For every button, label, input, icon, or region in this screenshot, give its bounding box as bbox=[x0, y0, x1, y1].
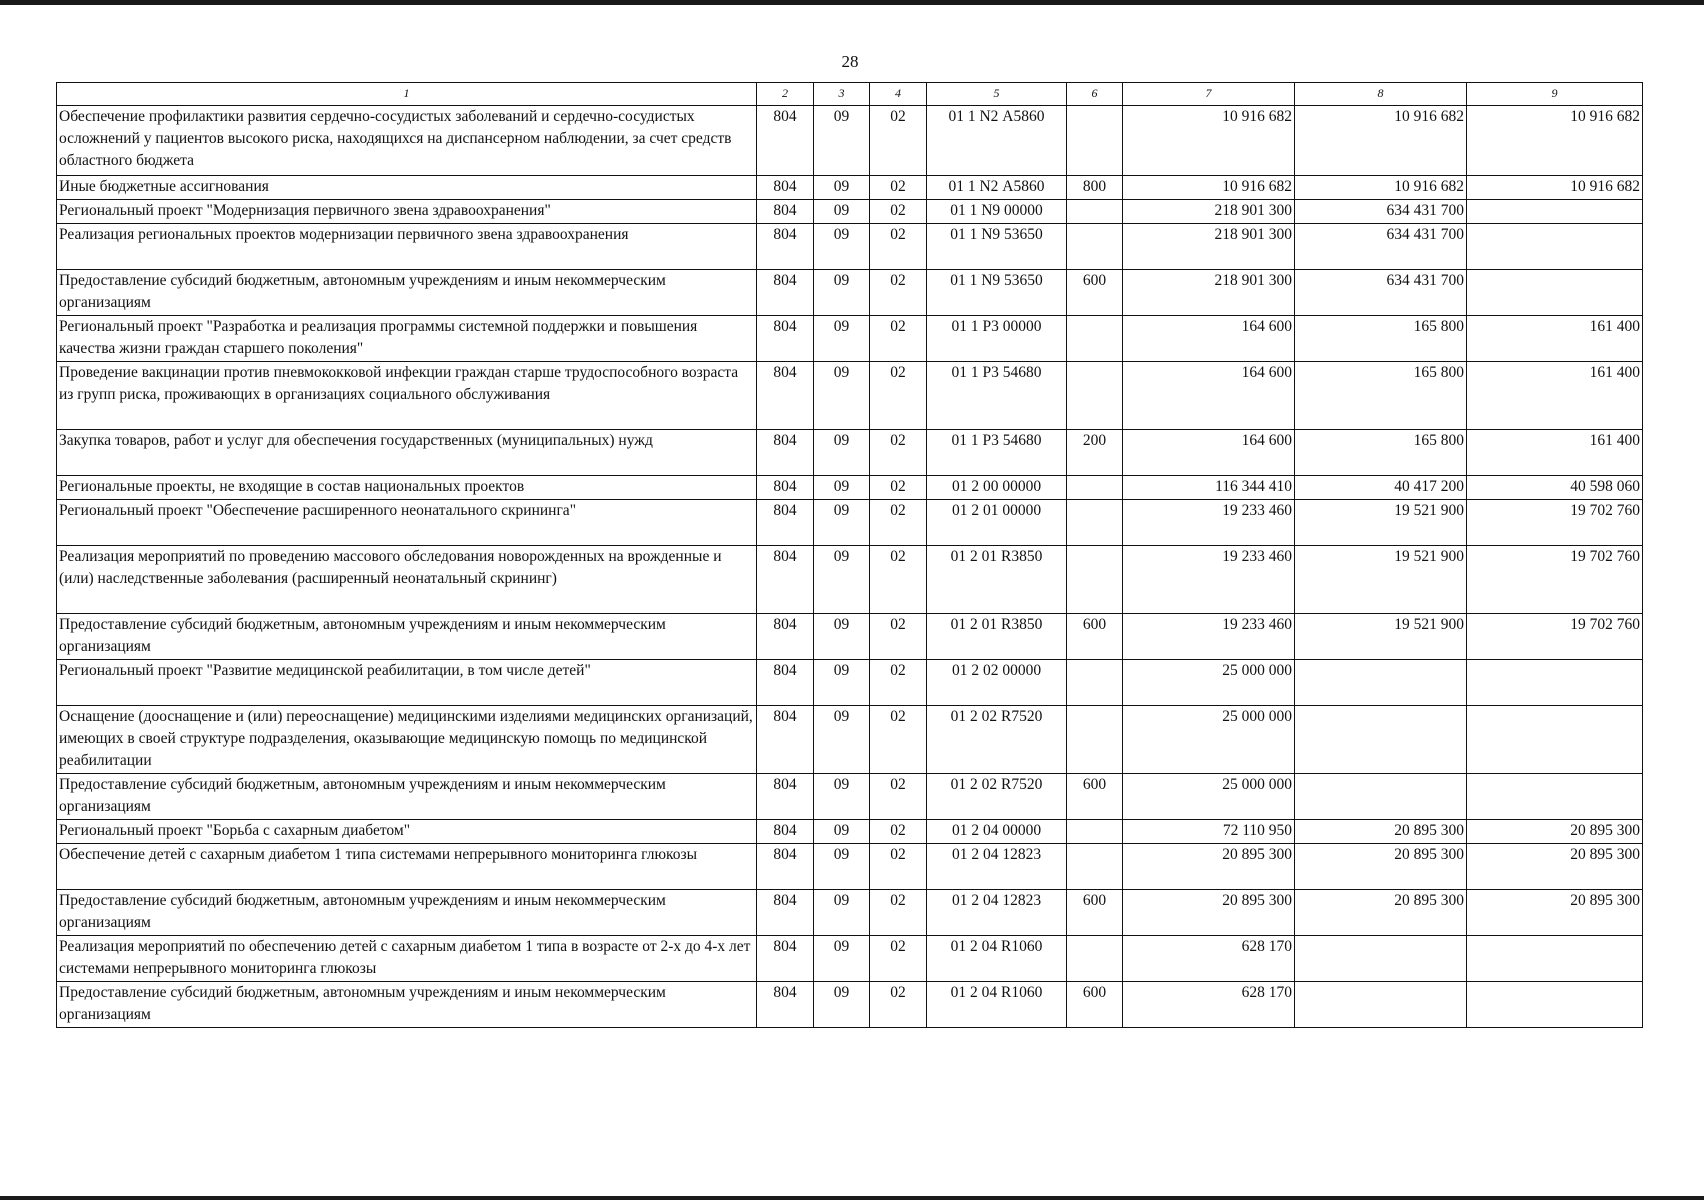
code-cell: 804 bbox=[757, 982, 814, 1028]
target-article-cell: 01 2 01 R3850 bbox=[927, 546, 1067, 614]
section-cell: 09 bbox=[814, 706, 870, 774]
column-header: 6 bbox=[1067, 83, 1123, 106]
section-cell: 09 bbox=[814, 316, 870, 362]
table-row bbox=[57, 362, 1643, 430]
subsection-cell: 02 bbox=[870, 500, 927, 546]
amount-cell-col9: 10 916 682 bbox=[1467, 176, 1643, 200]
amount-cell-col9: 20 895 300 bbox=[1467, 844, 1643, 890]
subsection-cell: 02 bbox=[870, 270, 927, 316]
target-article-cell: 01 1 N2 А5860 bbox=[927, 106, 1067, 176]
table-row bbox=[57, 844, 1643, 890]
amount-cell-col8: 20 895 300 bbox=[1295, 820, 1467, 844]
amount-cell-col9 bbox=[1467, 706, 1643, 774]
amount-cell-col8 bbox=[1295, 936, 1467, 982]
subsection-cell: 02 bbox=[870, 706, 927, 774]
column-header: 2 bbox=[757, 83, 814, 106]
amount-cell-col7: 25 000 000 bbox=[1123, 774, 1295, 820]
expense-type-cell bbox=[1067, 362, 1123, 430]
row-name-cell: Региональный проект "Развитие медицинской реабилитации, в том числе детей" bbox=[57, 660, 757, 706]
target-article-cell: 01 1 N9 00000 bbox=[927, 200, 1067, 224]
amount-cell-col7: 628 170 bbox=[1123, 982, 1295, 1028]
expense-type-cell: 800 bbox=[1067, 176, 1123, 200]
expense-type-cell bbox=[1067, 660, 1123, 706]
section-cell: 09 bbox=[814, 106, 870, 176]
section-cell: 09 bbox=[814, 362, 870, 430]
code-cell: 804 bbox=[757, 660, 814, 706]
amount-cell-col7: 218 901 300 bbox=[1123, 224, 1295, 270]
target-article-cell: 01 2 04 12823 bbox=[927, 844, 1067, 890]
subsection-cell: 02 bbox=[870, 614, 927, 660]
section-cell: 09 bbox=[814, 660, 870, 706]
code-cell: 804 bbox=[757, 706, 814, 774]
section-cell: 09 bbox=[814, 614, 870, 660]
row-name-cell: Предоставление субсидий бюджетным, автономным учреждениям и иным некоммерческим организациям bbox=[57, 614, 757, 660]
subsection-cell: 02 bbox=[870, 106, 927, 176]
table-row bbox=[57, 890, 1643, 936]
expense-type-cell bbox=[1067, 316, 1123, 362]
row-name-cell: Региональный проект "Модернизация первичного звена здравоохранения" bbox=[57, 200, 757, 224]
target-article-cell: 01 1 N2 А5860 bbox=[927, 176, 1067, 200]
amount-cell-col9: 19 702 760 bbox=[1467, 500, 1643, 546]
code-cell: 804 bbox=[757, 546, 814, 614]
amount-cell-col8: 634 431 700 bbox=[1295, 200, 1467, 224]
amount-cell-col7: 218 901 300 bbox=[1123, 200, 1295, 224]
amount-cell-col8: 19 521 900 bbox=[1295, 546, 1467, 614]
target-article-cell: 01 1 P3 54680 bbox=[927, 430, 1067, 476]
row-name-cell: Реализация региональных проектов модернизации первичного звена здравоохранения bbox=[57, 224, 757, 270]
amount-cell-col7: 116 344 410 bbox=[1123, 476, 1295, 500]
section-cell: 09 bbox=[814, 844, 870, 890]
table-row bbox=[57, 430, 1643, 476]
subsection-cell: 02 bbox=[870, 936, 927, 982]
expense-type-cell: 600 bbox=[1067, 270, 1123, 316]
column-header: 7 bbox=[1123, 83, 1295, 106]
table-row bbox=[57, 106, 1643, 176]
target-article-cell: 01 2 04 00000 bbox=[927, 820, 1067, 844]
amount-cell-col9 bbox=[1467, 982, 1643, 1028]
amount-cell-col8: 40 417 200 bbox=[1295, 476, 1467, 500]
row-name-cell: Обеспечение детей с сахарным диабетом 1 типа системами непрерывного мониторинга глюкозы bbox=[57, 844, 757, 890]
target-article-cell: 01 2 02 R7520 bbox=[927, 706, 1067, 774]
amount-cell-col7: 19 233 460 bbox=[1123, 546, 1295, 614]
row-name-cell: Реализация мероприятий по проведению массового обследования новорожденных на врожденные и (или) наследственные заболевания (расширенный неонатальный скрининг) bbox=[57, 546, 757, 614]
subsection-cell: 02 bbox=[870, 820, 927, 844]
amount-cell-col8 bbox=[1295, 706, 1467, 774]
row-name-cell: Обеспечение профилактики развития сердечно-сосудистых заболеваний и сердечно-сосудистых осложнений у пациентов высокого риска, находящихся на диспансерном наблюдении, за счет средств областного бюджета bbox=[57, 106, 757, 176]
subsection-cell: 02 bbox=[870, 890, 927, 936]
budget-table bbox=[56, 82, 1643, 1028]
scan-border-bottom bbox=[0, 1196, 1704, 1200]
amount-cell-col7: 10 916 682 bbox=[1123, 176, 1295, 200]
amount-cell-col7: 628 170 bbox=[1123, 936, 1295, 982]
code-cell: 804 bbox=[757, 316, 814, 362]
subsection-cell: 02 bbox=[870, 176, 927, 200]
subsection-cell: 02 bbox=[870, 660, 927, 706]
code-cell: 804 bbox=[757, 774, 814, 820]
subsection-cell: 02 bbox=[870, 362, 927, 430]
code-cell: 804 bbox=[757, 936, 814, 982]
section-cell: 09 bbox=[814, 176, 870, 200]
amount-cell-col9 bbox=[1467, 774, 1643, 820]
target-article-cell: 01 2 00 00000 bbox=[927, 476, 1067, 500]
row-name-cell: Иные бюджетные ассигнования bbox=[57, 176, 757, 200]
expense-type-cell bbox=[1067, 706, 1123, 774]
row-name-cell: Закупка товаров, работ и услуг для обеспечения государственных (муниципальных) нужд bbox=[57, 430, 757, 476]
column-header: 4 bbox=[870, 83, 927, 106]
table-row bbox=[57, 316, 1643, 362]
section-cell: 09 bbox=[814, 270, 870, 316]
column-header: 1 bbox=[57, 83, 757, 106]
amount-cell-col8: 165 800 bbox=[1295, 362, 1467, 430]
table-row bbox=[57, 200, 1643, 224]
row-name-cell: Предоставление субсидий бюджетным, автономным учреждениям и иным некоммерческим организациям bbox=[57, 890, 757, 936]
table-row bbox=[57, 820, 1643, 844]
row-name-cell: Оснащение (дооснащение и (или) переоснащение) медицинскими изделиями медицинских организаций, имеющих в своей структуре подразделения, оказывающие медицинскую помощь по медицинской реабилитации bbox=[57, 706, 757, 774]
target-article-cell: 01 2 01 R3850 bbox=[927, 614, 1067, 660]
expense-type-cell: 600 bbox=[1067, 614, 1123, 660]
amount-cell-col7: 72 110 950 bbox=[1123, 820, 1295, 844]
table-row bbox=[57, 982, 1643, 1028]
subsection-cell: 02 bbox=[870, 430, 927, 476]
code-cell: 804 bbox=[757, 270, 814, 316]
target-article-cell: 01 2 04 R1060 bbox=[927, 982, 1067, 1028]
code-cell: 804 bbox=[757, 614, 814, 660]
table-row bbox=[57, 774, 1643, 820]
row-name-cell: Предоставление субсидий бюджетным, автономным учреждениям и иным некоммерческим организациям bbox=[57, 982, 757, 1028]
table-row bbox=[57, 660, 1643, 706]
amount-cell-col7: 25 000 000 bbox=[1123, 660, 1295, 706]
page-number: 28 bbox=[841, 52, 859, 71]
row-name-cell: Региональный проект "Разработка и реализация программы системной поддержки и повышения качества жизни граждан старшего поколения" bbox=[57, 316, 757, 362]
row-name-cell: Реализация мероприятий по обеспечению детей с сахарным диабетом 1 типа в возрасте от 2-х до 4-х лет системами непрерывного мониторинга глюкозы bbox=[57, 936, 757, 982]
section-cell: 09 bbox=[814, 982, 870, 1028]
amount-cell-col7: 20 895 300 bbox=[1123, 890, 1295, 936]
amount-cell-col8: 19 521 900 bbox=[1295, 500, 1467, 546]
row-name-cell: Региональные проекты, не входящие в состав национальных проектов bbox=[57, 476, 757, 500]
amount-cell-col7: 25 000 000 bbox=[1123, 706, 1295, 774]
amount-cell-col8: 165 800 bbox=[1295, 316, 1467, 362]
section-cell: 09 bbox=[814, 774, 870, 820]
subsection-cell: 02 bbox=[870, 774, 927, 820]
amount-cell-col9: 20 895 300 bbox=[1467, 820, 1643, 844]
table-row bbox=[57, 546, 1643, 614]
subsection-cell: 02 bbox=[870, 224, 927, 270]
table-row bbox=[57, 500, 1643, 546]
amount-cell-col8: 20 895 300 bbox=[1295, 890, 1467, 936]
section-cell: 09 bbox=[814, 936, 870, 982]
target-article-cell: 01 2 02 00000 bbox=[927, 660, 1067, 706]
amount-cell-col8: 634 431 700 bbox=[1295, 224, 1467, 270]
amount-cell-col9: 161 400 bbox=[1467, 316, 1643, 362]
scan-border-top bbox=[0, 0, 1704, 5]
expense-type-cell bbox=[1067, 936, 1123, 982]
row-name-cell: Региональный проект "Борьба с сахарным диабетом" bbox=[57, 820, 757, 844]
expense-type-cell bbox=[1067, 476, 1123, 500]
target-article-cell: 01 2 01 00000 bbox=[927, 500, 1067, 546]
expense-type-cell: 600 bbox=[1067, 890, 1123, 936]
code-cell: 804 bbox=[757, 106, 814, 176]
amount-cell-col7: 164 600 bbox=[1123, 362, 1295, 430]
expense-type-cell bbox=[1067, 546, 1123, 614]
code-cell: 804 bbox=[757, 224, 814, 270]
section-cell: 09 bbox=[814, 430, 870, 476]
section-cell: 09 bbox=[814, 890, 870, 936]
amount-cell-col9: 19 702 760 bbox=[1467, 546, 1643, 614]
target-article-cell: 01 2 04 R1060 bbox=[927, 936, 1067, 982]
table-row bbox=[57, 224, 1643, 270]
amount-cell-col8 bbox=[1295, 774, 1467, 820]
amount-cell-col9 bbox=[1467, 224, 1643, 270]
expense-type-cell bbox=[1067, 500, 1123, 546]
expense-type-cell: 200 bbox=[1067, 430, 1123, 476]
column-header: 9 bbox=[1467, 83, 1643, 106]
row-name-cell: Предоставление субсидий бюджетным, автономным учреждениям и иным некоммерческим организациям bbox=[57, 270, 757, 316]
table-row bbox=[57, 476, 1643, 500]
section-cell: 09 bbox=[814, 200, 870, 224]
amount-cell-col9: 161 400 bbox=[1467, 430, 1643, 476]
subsection-cell: 02 bbox=[870, 982, 927, 1028]
expense-type-cell bbox=[1067, 224, 1123, 270]
code-cell: 804 bbox=[757, 820, 814, 844]
table-row bbox=[57, 270, 1643, 316]
target-article-cell: 01 2 04 12823 bbox=[927, 890, 1067, 936]
amount-cell-col9 bbox=[1467, 270, 1643, 316]
amount-cell-col9: 10 916 682 bbox=[1467, 106, 1643, 176]
row-name-cell: Региональный проект "Обеспечение расширенного неонатального скрининга" bbox=[57, 500, 757, 546]
table-row bbox=[57, 176, 1643, 200]
amount-cell-col8: 19 521 900 bbox=[1295, 614, 1467, 660]
section-cell: 09 bbox=[814, 500, 870, 546]
subsection-cell: 02 bbox=[870, 844, 927, 890]
amount-cell-col7: 19 233 460 bbox=[1123, 614, 1295, 660]
amount-cell-col9: 20 895 300 bbox=[1467, 890, 1643, 936]
expense-type-cell bbox=[1067, 200, 1123, 224]
table-row bbox=[57, 614, 1643, 660]
amount-cell-col8: 634 431 700 bbox=[1295, 270, 1467, 316]
section-cell: 09 bbox=[814, 476, 870, 500]
code-cell: 804 bbox=[757, 200, 814, 224]
amount-cell-col9 bbox=[1467, 200, 1643, 224]
amount-cell-col7: 10 916 682 bbox=[1123, 106, 1295, 176]
amount-cell-col8 bbox=[1295, 982, 1467, 1028]
column-number-row bbox=[57, 83, 1643, 106]
section-cell: 09 bbox=[814, 546, 870, 614]
amount-cell-col7: 19 233 460 bbox=[1123, 500, 1295, 546]
code-cell: 804 bbox=[757, 844, 814, 890]
section-cell: 09 bbox=[814, 224, 870, 270]
code-cell: 804 bbox=[757, 176, 814, 200]
column-header: 8 bbox=[1295, 83, 1467, 106]
row-name-cell: Проведение вакцинации против пневмококковой инфекции граждан старше трудоспособного возраста из групп риска, проживающих в организациях социального обслуживания bbox=[57, 362, 757, 430]
subsection-cell: 02 bbox=[870, 476, 927, 500]
amount-cell-col9: 40 598 060 bbox=[1467, 476, 1643, 500]
subsection-cell: 02 bbox=[870, 316, 927, 362]
target-article-cell: 01 1 N9 53650 bbox=[927, 270, 1067, 316]
section-cell: 09 bbox=[814, 820, 870, 844]
expense-type-cell: 600 bbox=[1067, 982, 1123, 1028]
amount-cell-col7: 164 600 bbox=[1123, 316, 1295, 362]
table-row bbox=[57, 706, 1643, 774]
expense-type-cell bbox=[1067, 844, 1123, 890]
amount-cell-col7: 164 600 bbox=[1123, 430, 1295, 476]
subsection-cell: 02 bbox=[870, 546, 927, 614]
amount-cell-col9 bbox=[1467, 660, 1643, 706]
amount-cell-col9: 19 702 760 bbox=[1467, 614, 1643, 660]
expense-type-cell: 600 bbox=[1067, 774, 1123, 820]
amount-cell-col7: 218 901 300 bbox=[1123, 270, 1295, 316]
amount-cell-col8: 165 800 bbox=[1295, 430, 1467, 476]
code-cell: 804 bbox=[757, 500, 814, 546]
table-body bbox=[57, 106, 1643, 1028]
subsection-cell: 02 bbox=[870, 200, 927, 224]
amount-cell-col9: 161 400 bbox=[1467, 362, 1643, 430]
column-header: 5 bbox=[927, 83, 1067, 106]
code-cell: 804 bbox=[757, 890, 814, 936]
code-cell: 804 bbox=[757, 362, 814, 430]
amount-cell-col8: 10 916 682 bbox=[1295, 176, 1467, 200]
target-article-cell: 01 2 02 R7520 bbox=[927, 774, 1067, 820]
expense-type-cell bbox=[1067, 106, 1123, 176]
column-header: 3 bbox=[814, 83, 870, 106]
target-article-cell: 01 1 P3 00000 bbox=[927, 316, 1067, 362]
table-row bbox=[57, 936, 1643, 982]
code-cell: 804 bbox=[757, 476, 814, 500]
amount-cell-col8: 10 916 682 bbox=[1295, 106, 1467, 176]
code-cell: 804 bbox=[757, 430, 814, 476]
amount-cell-col8 bbox=[1295, 660, 1467, 706]
row-name-cell: Предоставление субсидий бюджетным, автономным учреждениям и иным некоммерческим организациям bbox=[57, 774, 757, 820]
target-article-cell: 01 1 P3 54680 bbox=[927, 362, 1067, 430]
amount-cell-col7: 20 895 300 bbox=[1123, 844, 1295, 890]
expense-type-cell bbox=[1067, 820, 1123, 844]
target-article-cell: 01 1 N9 53650 bbox=[927, 224, 1067, 270]
amount-cell-col8: 20 895 300 bbox=[1295, 844, 1467, 890]
amount-cell-col9 bbox=[1467, 936, 1643, 982]
